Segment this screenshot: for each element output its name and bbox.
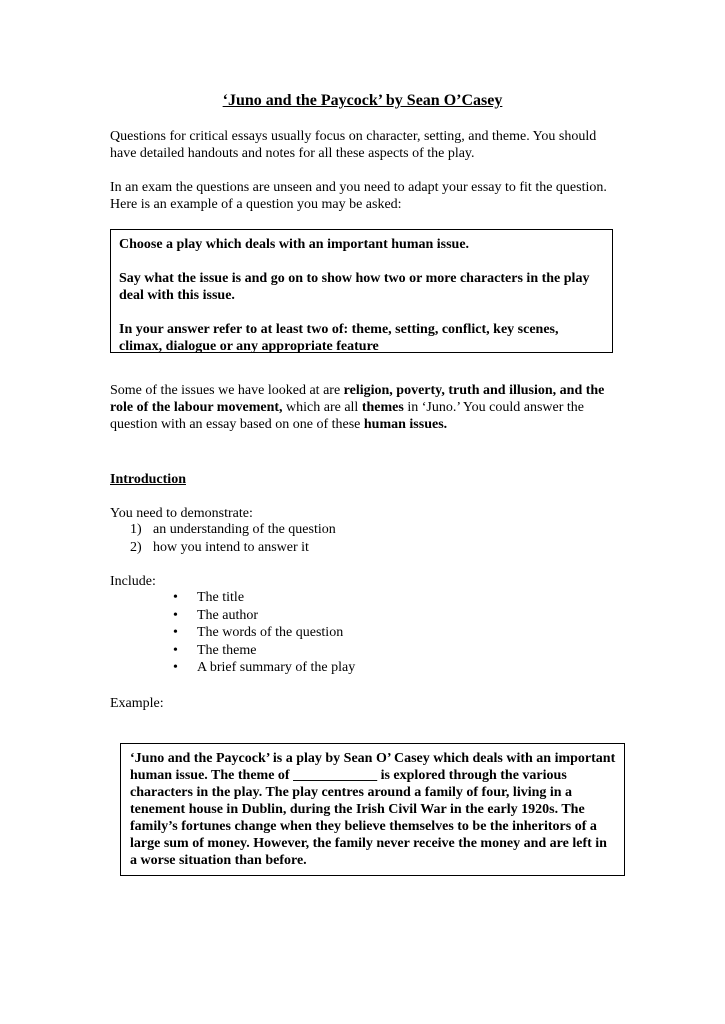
bullet-list — [173, 589, 355, 677]
bullet-icon: • — [173, 642, 178, 658]
question-line-1: Choose a play which deals with an important human issue. — [119, 237, 470, 252]
list-item-text: The title — [197, 590, 245, 605]
example-label: Example: — [110, 696, 164, 711]
issues-text-2: which are all — [282, 400, 362, 415]
list-item — [173, 589, 355, 607]
intro-paragraph-2: In an exam the questions are unseen and you need to adapt your essay to fit the question. Here is an example of a question you may be asked: — [110, 180, 607, 212]
issues-bold-3: human issues. — [363, 417, 448, 432]
issues-text-3: in ‘Juno.’ You could answer the question with an essay based on one of these — [110, 400, 584, 432]
list-item — [130, 521, 336, 539]
example-answer-box — [120, 743, 625, 876]
demonstrate-label: You need to demonstrate: — [110, 506, 253, 521]
bullet-icon: • — [173, 607, 178, 623]
list-item — [173, 624, 355, 642]
list-item — [173, 642, 355, 660]
bullet-icon: • — [173, 625, 178, 640]
example-answer-text: ‘Juno and the Paycock’ is a play by Sean O’ Casey which deals with an important human issue. The theme of ____________ is explored through the various characters in the play. The play centres around a family of four, living in a tenement house in Dublin, during the Irish Civil War in the early 1920s. The family’s fortunes change when they believe themselves to be the inheritors of a large sum of money. However, the family never receive the money and are left in a worse situation than before. — [130, 751, 616, 868]
list-item-text: an understanding of the question — [153, 522, 336, 537]
list-item-text: A brief summary of the play — [197, 660, 356, 675]
issues-text-1: Some of the issues we have looked at are — [110, 383, 344, 398]
introduction-heading: Introduction — [110, 472, 186, 487]
list-number: 1) — [130, 522, 142, 537]
issues-paragraph — [110, 382, 615, 433]
issues-bold-1: religion, poverty, truth and illusion, and the role of the labour movement, — [110, 383, 605, 415]
numbered-list — [130, 521, 336, 556]
list-item — [173, 659, 355, 677]
question-line-2: Say what the issue is and go on to show how two or more characters in the play deal with this issue. — [119, 271, 590, 303]
exam-question-box — [110, 229, 613, 353]
list-item-text: The author — [197, 607, 259, 623]
list-number: 2) — [130, 539, 142, 555]
list-item-text: The words of the question — [197, 625, 344, 640]
issues-bold-2: themes — [361, 400, 404, 415]
list-item — [173, 607, 355, 625]
list-item-text: The theme — [197, 642, 257, 658]
document-title: ‘Juno and the Paycock’ by Sean O’Casey — [222, 92, 503, 109]
bullet-icon: • — [173, 590, 178, 605]
intro-paragraph-1: Questions for critical essays usually focus on character, setting, and theme. You should have detailed handouts and notes for all these aspects of the play. — [110, 129, 597, 161]
list-item-text: how you intend to answer it — [153, 539, 309, 555]
include-label: Include: — [110, 574, 156, 589]
bullet-icon: • — [173, 660, 178, 675]
list-item — [130, 539, 336, 557]
question-line-3: In your answer refer to at least two of: theme, setting, conflict, key scenes, climax, dialogue or any appropriate feature — [119, 322, 559, 354]
